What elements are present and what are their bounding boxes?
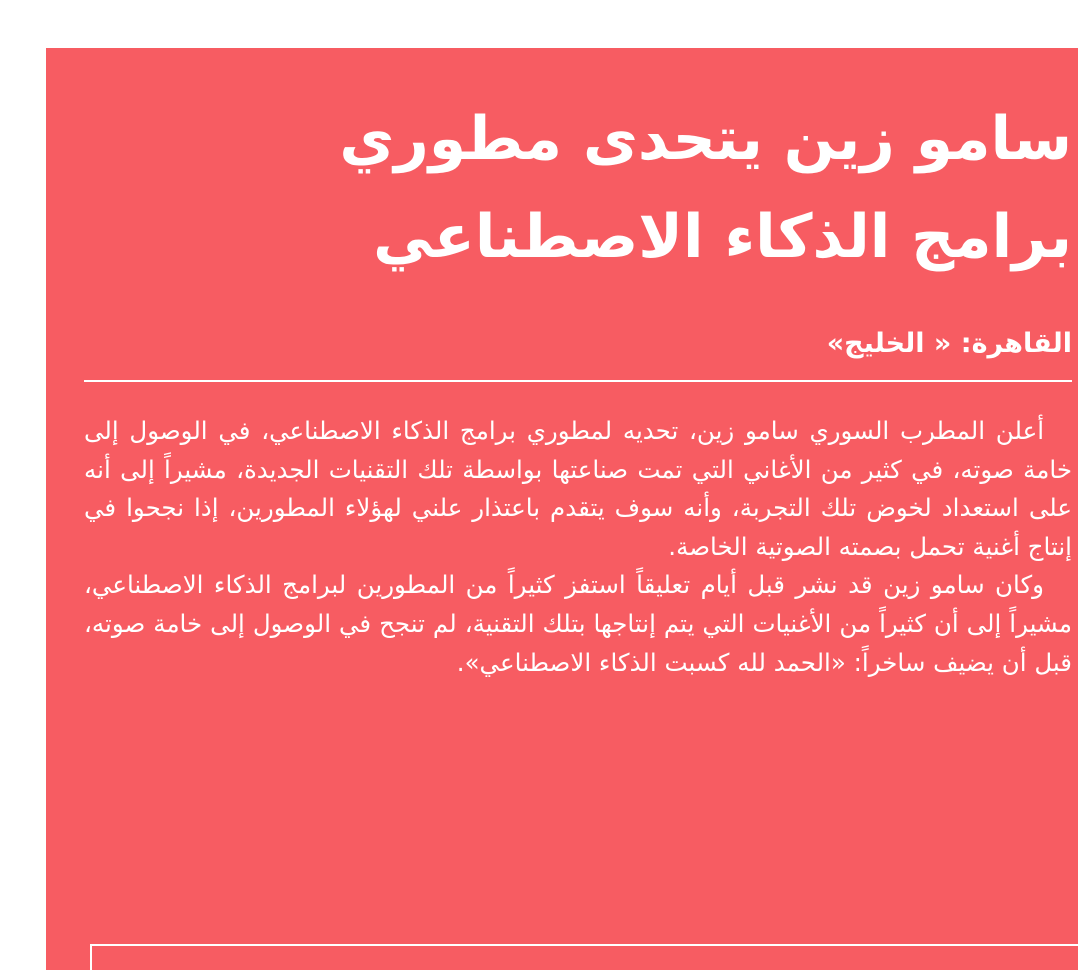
paragraph-1: أعلن المطرب السوري سامو زين، تحديه لمطوري برامج الذكاء الاصطناعي، في الوصول إلى خامة صوته، في كثير من الأغاني التي تمت صناعتها بواسطة تلك التقنيات الجديدة، مشيراً إلى أنه على استعداد لخوض تلك التجربة، وأنه سوف يتقدم باعتذار علني لهؤلاء المطورين، إذا نجحوا في إنتاج أغنية تحمل بصمته الصوتية الخاصة. bbox=[84, 416, 1072, 561]
headline-line-2: برامج الذكاء الاصطناعي bbox=[373, 202, 1072, 272]
paragraph-2: وكان سامو زين قد نشر قبل أيام تعليقاً استفز كثيراً من المطورين لبرامج الذكاء الاصطناعي، مشيراً إلى أن كثيراً من الأغنيات التي يتم إنتاجها بتلك التقنية، لم تنجح في الوصول إلى خامة صوته، قبل أن يضيف ساخراً: «الحمد لله كسبت الذكاء الاصطناعي». bbox=[84, 570, 1072, 677]
article bbox=[84, 48, 1072, 682]
byline: القاهرة: « الخليج» bbox=[826, 328, 1072, 359]
divider bbox=[84, 380, 1072, 382]
article-panel bbox=[46, 48, 1078, 970]
headline bbox=[84, 90, 1072, 286]
headline-line-1: سامو زين يتحدى مطوري bbox=[339, 104, 1072, 174]
article-body bbox=[84, 412, 1072, 682]
next-section-box bbox=[90, 944, 1078, 970]
